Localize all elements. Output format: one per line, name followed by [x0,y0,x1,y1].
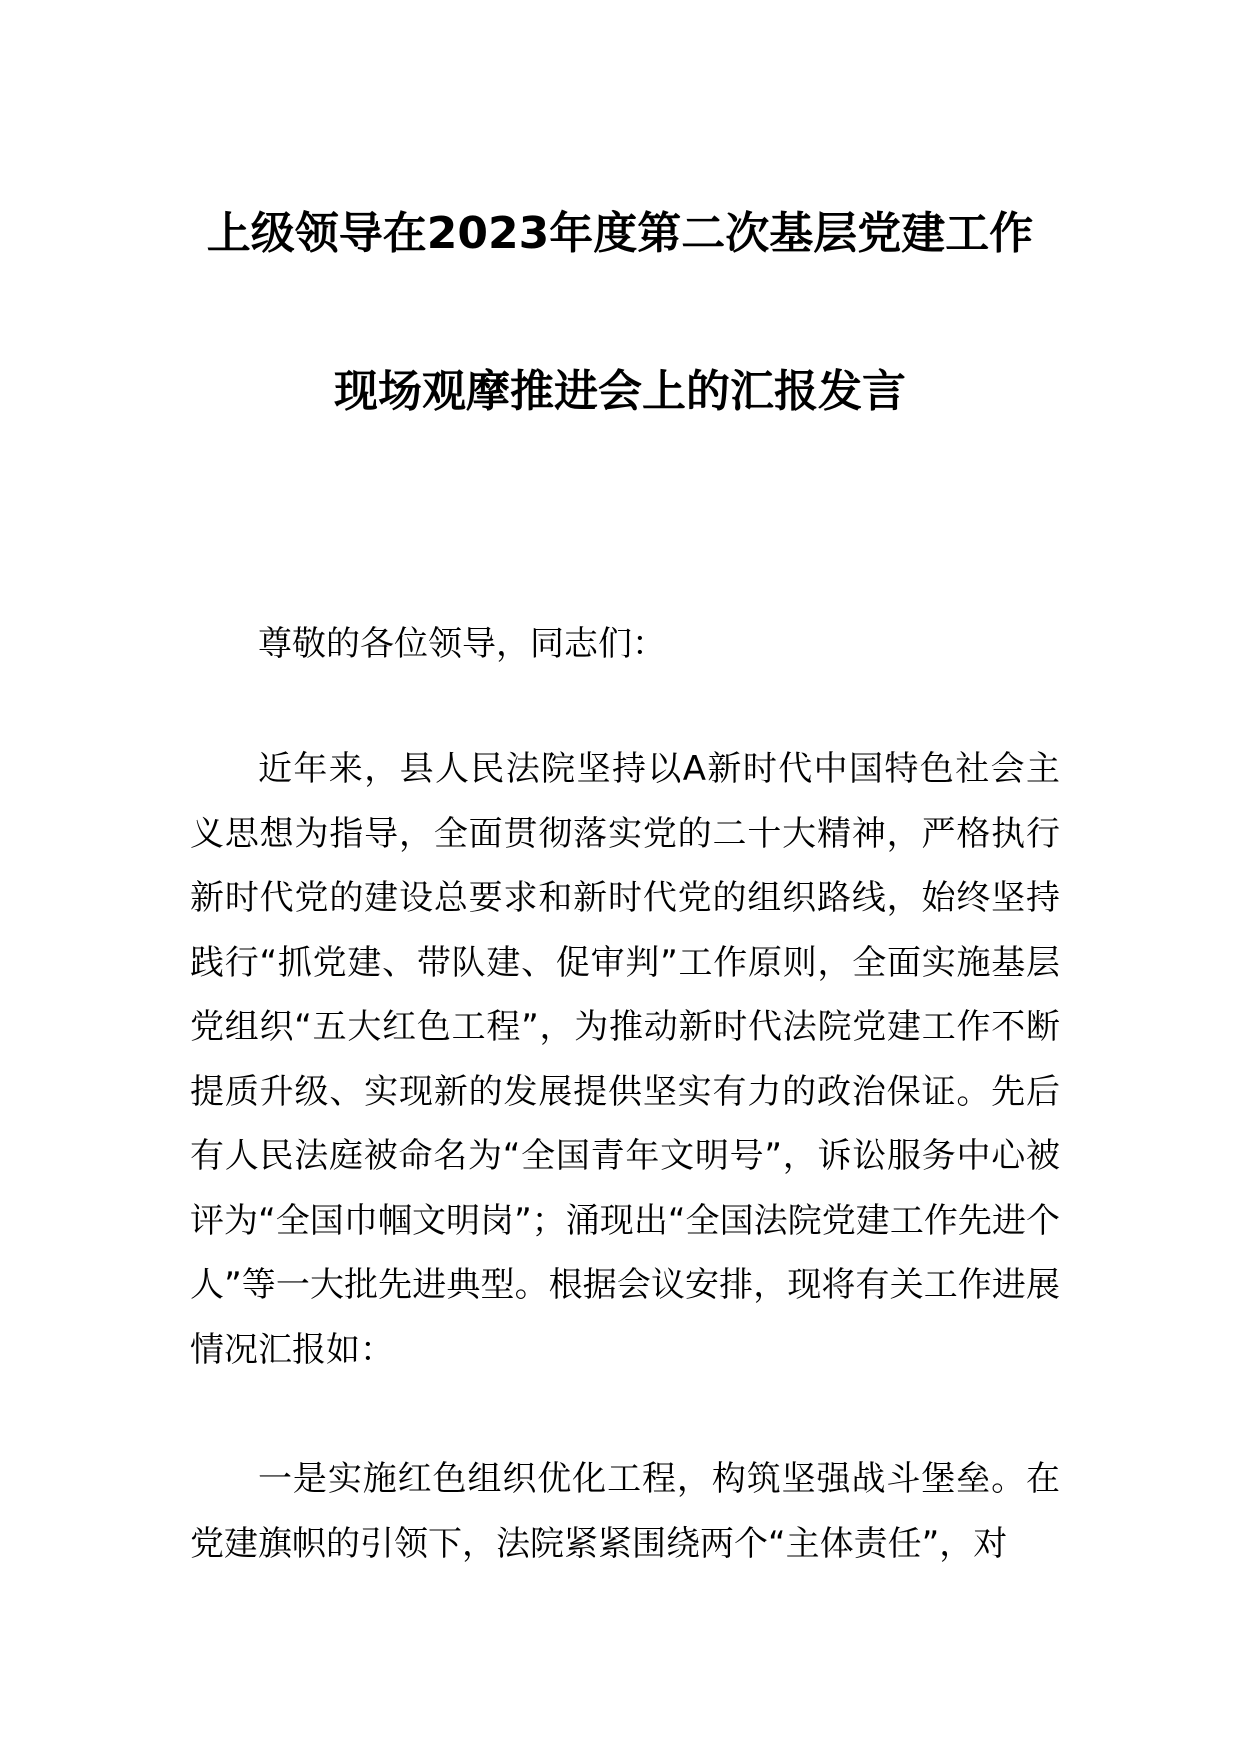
paragraph-first-point: 一是实施红色组织优化工程，构筑坚强战斗堡垒。在党建旗帜的引领下，法院紧紧围绕两个“主体责任”，对 [190,1459,1060,1564]
paragraph-intro: 近年来，县人民法院坚持以A新时代中国特色社会主义思想为指导，全面贯彻落实党的二十大精神，严格执行新时代党的建设总要求和新时代党的组织路线，始终坚持践行“抓党建、带队建、促审判”工作原则，全面实施基层党组织“五大红色工程”，为推动新时代法院党建工作不断提质升级、实现新的发展提供坚实有力的政治保证。先后有人民法庭被命名为“全国青年文明号”，诉讼服务中心被评为“全国巾帼文明岗”；涌现出“全国法院党建工作先进个人”等一大批先进典型。根据会议安排，现将有关工作进展情况汇报如： [190,749,1060,1370]
document-title-line-2: 现场观摩推进会上的汇报发言 [334,366,906,417]
salutation: 尊敬的各位领导，同志们： [258,624,666,664]
document-title-line-1: 上级领导在2023年度第二次基层党建工作 [206,208,1034,259]
